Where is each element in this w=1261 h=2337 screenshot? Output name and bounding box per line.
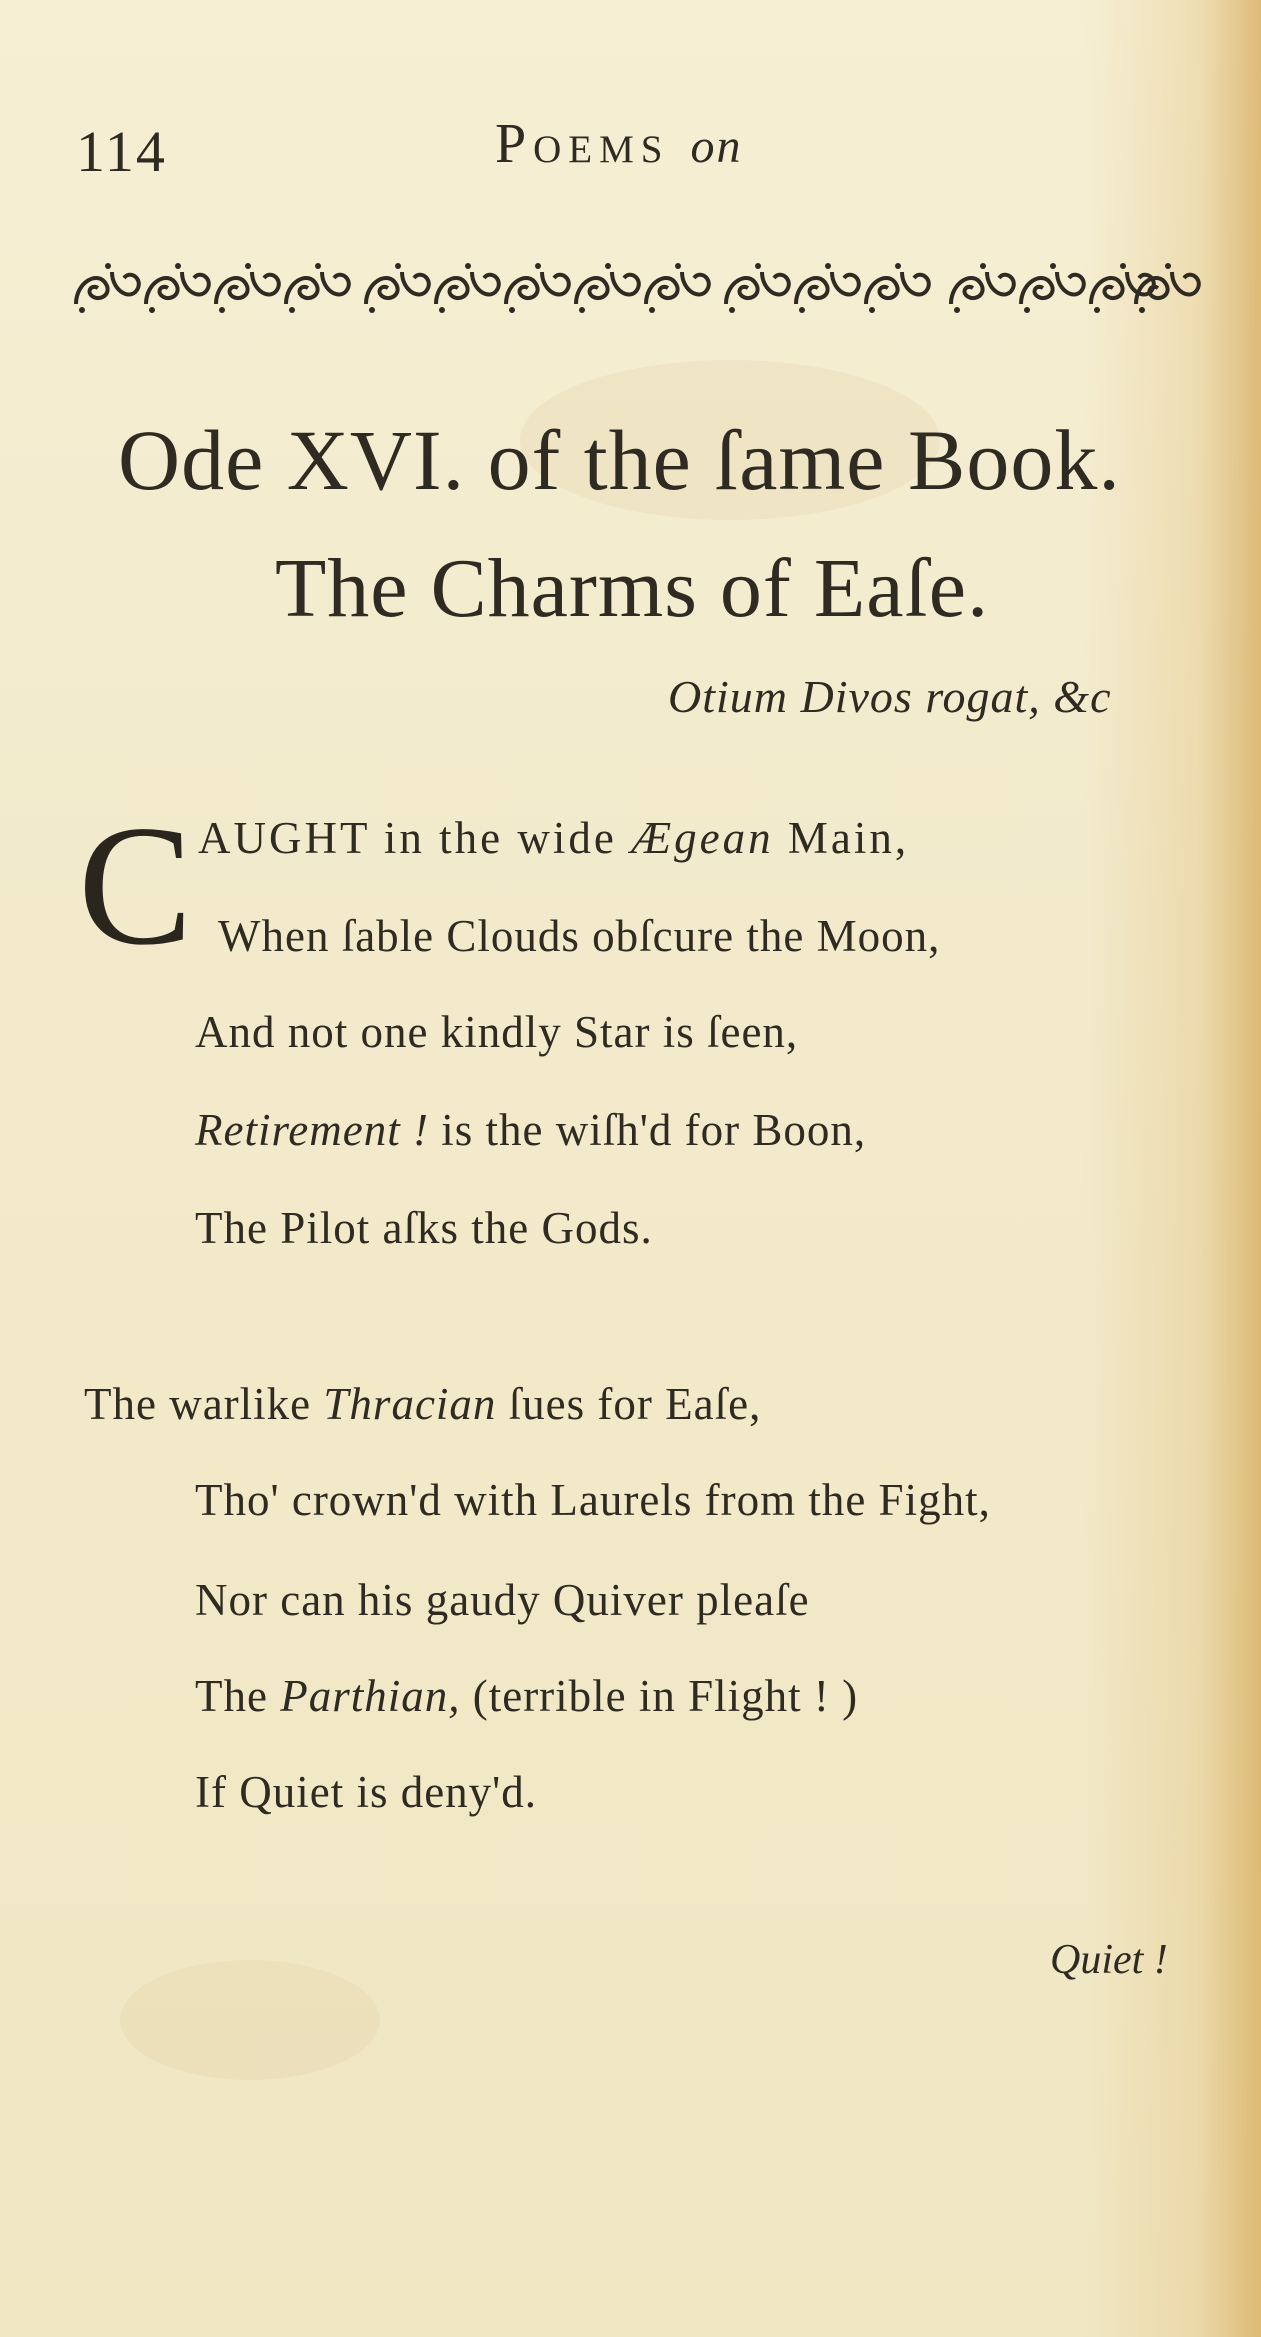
verse-text: The	[195, 1671, 281, 1721]
stanza1-line4	[195, 1104, 866, 1156]
ode-title: Ode XVI. of the ſame Book.	[118, 412, 1121, 508]
ornament-band	[72, 258, 1202, 318]
stanza1-line5: The Pilot aſks the Gods.	[195, 1203, 653, 1253]
verse-italic: Thracian	[323, 1379, 497, 1429]
verse-text: AUGHT in the wide	[198, 813, 632, 863]
catchword: Quiet !	[1050, 1937, 1168, 1983]
stanza1-line2: When ſable Clouds obſcure the Moon,	[218, 911, 941, 961]
verse-italic: Ægean	[631, 813, 774, 863]
stanza2-line3: Nor can his gaudy Quiver pleaſe	[195, 1575, 810, 1625]
running-head-title: Poems	[495, 113, 670, 175]
paper-stain	[120, 1960, 380, 2080]
stanza2-line5: If Quiet is deny'd.	[195, 1767, 538, 1817]
stanza2-line2: Tho' crown'd with Laurels from the Fight,	[195, 1475, 991, 1525]
ode-subtitle: The Charms of Eaſe.	[275, 542, 990, 635]
verse-text: (terrible in Flight ! )	[460, 1671, 859, 1721]
stanza1-line1	[198, 812, 909, 864]
stanza1-line3: And not one kindly Star is ſeen,	[195, 1007, 799, 1057]
stanza2-line4	[195, 1670, 858, 1722]
running-head-italic: on	[690, 120, 743, 173]
stanza2-line1	[84, 1378, 761, 1430]
page-number: 114	[76, 119, 167, 184]
drop-cap: C	[78, 791, 193, 981]
verse-text: ſues for Eaſe,	[496, 1379, 762, 1429]
verse-text: The warlike	[84, 1379, 324, 1429]
verse-text: is the wiſh'd for Boon,	[429, 1105, 867, 1155]
verse-italic: Retirement !	[195, 1105, 429, 1155]
running-head	[495, 112, 743, 176]
epigraph: Otium Divos rogat, &c	[668, 671, 1112, 722]
verse-italic: Parthian,	[280, 1671, 461, 1721]
verse-text: Main,	[773, 813, 910, 863]
